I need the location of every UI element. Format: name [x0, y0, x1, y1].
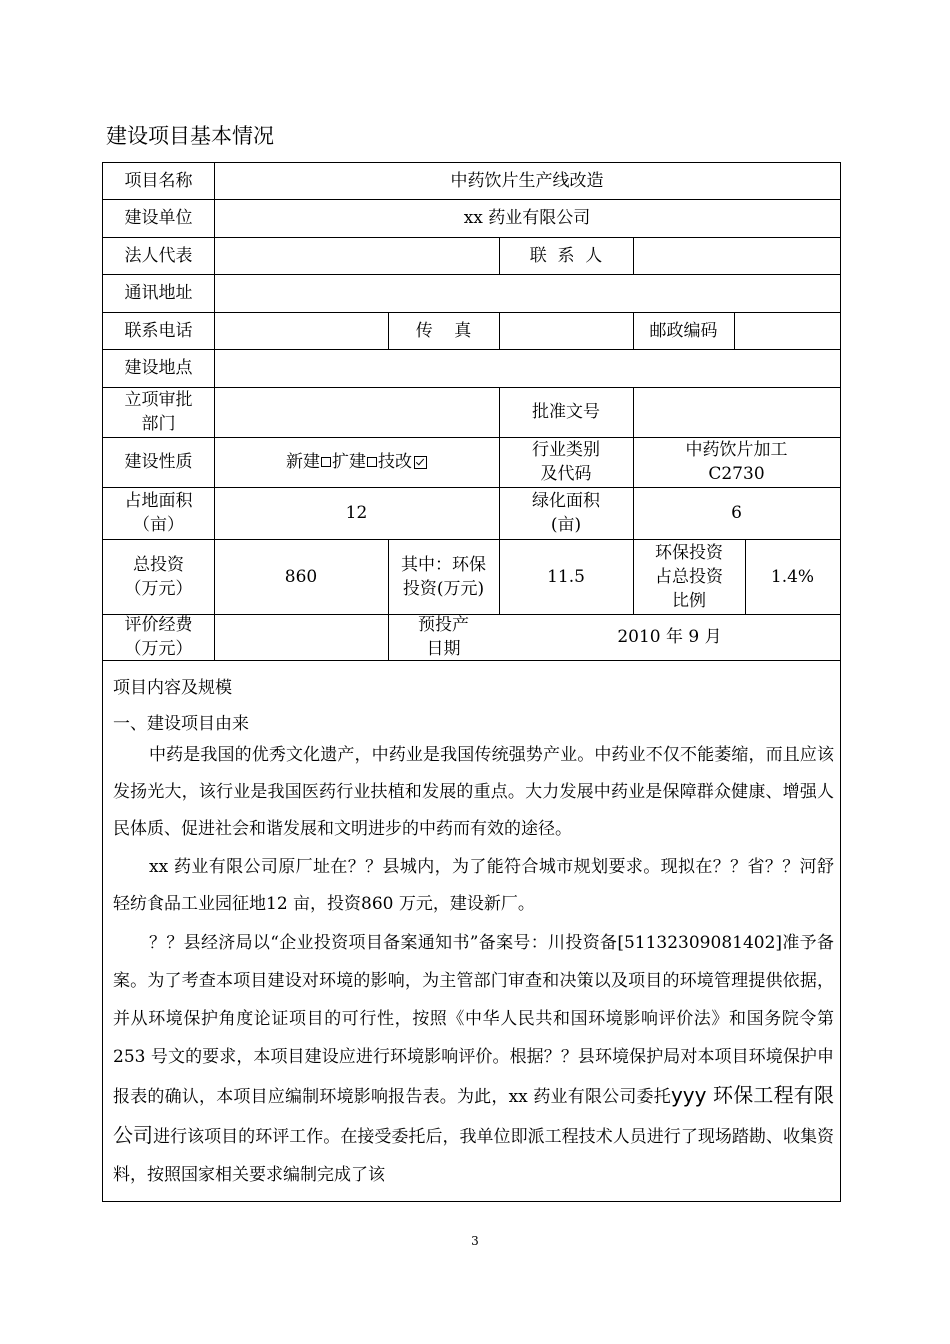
- label-construction-type: 建设性质: [124, 452, 193, 472]
- label-postcode: 邮政编码: [649, 320, 718, 341]
- value-industry-line2: C2730: [708, 464, 765, 484]
- value-total-investment: 860: [284, 566, 318, 587]
- paragraph-3: [113, 924, 834, 1194]
- value-green-area: 6: [731, 503, 742, 523]
- page-number: 3: [471, 1234, 479, 1248]
- paragraph-3-part-a: ？？县经济局以“企业投资项目备案通知书”备案号：川投资备[51132309081402]准予备案。为了考查本项目建设对环境的影响，为主管部门审查和决策以及项目的环境管理提供依据，并从环境保护角度论证项目的可行性，按照《中华人民共和国环境影响评价法》和国务院令第 253 号文的要求，本项目建设应进行环境影响评价。根据？？县环境保护局对本项目环境保护申报表的确认，本项目应编制环境影响报告表。为此，xx 药业有限公司委托: [113, 933, 834, 1107]
- value-production-date: 2010 年 9 月: [617, 627, 722, 647]
- project-content-box: [102, 661, 841, 1202]
- value-construction-unit: xx 药业有限公司: [463, 208, 591, 228]
- label-industry-line1: 行业类别: [532, 440, 600, 460]
- label-env-investment-line2: 投资(万元): [402, 578, 485, 599]
- option-new: 新建: [286, 452, 320, 472]
- label-phone: 联系电话: [124, 320, 193, 341]
- label-eval-cost: [103, 614, 214, 660]
- label-total-investment-line1: 总投资: [133, 554, 184, 575]
- value-industry: [633, 437, 840, 487]
- label-fax: 传 真: [415, 320, 472, 341]
- label-legal-rep: 法人代表: [124, 245, 193, 266]
- label-approval-dept-line1: 立项审批: [124, 390, 193, 410]
- paragraph-1: 中药是我国的优秀文化遗产，中药业是我国传统强势产业。中药业不仅不能萎缩，而且应该发扬光大，该行业是我国医药行业扶植和发展的重点。大力发展中药业是保障群众健康、增强人民体质、促进社会和谐发展和文明进步的中药而有效的途径。: [113, 745, 834, 839]
- option-renovation: 技改: [378, 452, 412, 472]
- value-env-ratio: 1.4%: [770, 566, 815, 587]
- label-contact: 联 系 人: [529, 245, 603, 266]
- section-heading: 一、建设项目由来: [113, 714, 249, 734]
- option-expand: 扩建: [332, 452, 366, 472]
- label-project-name: 项目名称: [124, 171, 193, 191]
- construction-type-options: [214, 437, 499, 487]
- label-production-date-line2: 日期: [426, 639, 461, 659]
- label-production-date: [388, 614, 499, 660]
- label-eval-cost-line1: 评价经费: [124, 615, 193, 635]
- label-env-ratio: [633, 539, 745, 614]
- label-production-date-line1: 预投产: [418, 615, 469, 635]
- value-industry-line1: 中药饮片加工: [685, 440, 788, 460]
- label-total-investment: [103, 539, 214, 614]
- content-heading: 项目内容及规模: [113, 678, 232, 698]
- paragraph-3-part-c: 进行该项目的环评工作。在接受委托后，我单位即派工程技术人员进行了现场踏勘、收集资料，按照国家相关要求编制完成了该: [113, 1127, 835, 1185]
- paragraph-3-company: yyy 环保工程有限公司: [113, 1083, 834, 1147]
- project-info-table: [102, 162, 841, 661]
- checkbox-expand[interactable]: [367, 457, 377, 467]
- paragraph-2: xx 药业有限公司原厂址在？？县城内，为了能符合城市规划要求。现拟在？？省？？河舒轻纺食品工业园征地12 亩，投资860 万元，建设新厂。: [113, 857, 834, 914]
- value-land-area: 12: [345, 503, 368, 523]
- label-env-investment-line1: 其中：环保: [401, 554, 486, 575]
- label-env-investment: [388, 539, 499, 614]
- value-project-name: 中药饮片生产线改造: [450, 171, 604, 191]
- checkbox-new[interactable]: [321, 457, 331, 467]
- label-address: 通讯地址: [124, 283, 193, 303]
- label-env-ratio-line1: 环保投资: [655, 542, 723, 563]
- label-land-area: [103, 487, 214, 539]
- label-green-area-line2: (亩): [550, 515, 582, 535]
- label-eval-cost-line2: （万元）: [124, 639, 193, 659]
- label-green-area: [499, 487, 633, 539]
- checkbox-renovation-checked[interactable]: [414, 456, 427, 469]
- label-land-area-line2: （亩）: [133, 515, 184, 535]
- label-land-area-line1: 占地面积: [124, 491, 193, 511]
- label-construction-unit: 建设单位: [124, 208, 193, 228]
- label-approval-dept-line2: 部门: [141, 414, 176, 434]
- page-title: 建设项目基本情况: [106, 124, 274, 148]
- label-total-investment-line2: （万元）: [124, 578, 193, 599]
- label-approval-no: 批准文号: [532, 402, 600, 422]
- label-env-ratio-line2: 占总投资: [655, 566, 723, 587]
- value-env-investment: 11.5: [547, 566, 585, 587]
- label-location: 建设地点: [124, 358, 193, 378]
- label-green-area-line1: 绿化面积: [532, 491, 600, 511]
- label-industry-line2: 及代码: [540, 464, 592, 484]
- label-industry: [499, 437, 633, 487]
- label-env-ratio-line3: 比例: [672, 590, 706, 611]
- label-approval-dept: [103, 387, 214, 437]
